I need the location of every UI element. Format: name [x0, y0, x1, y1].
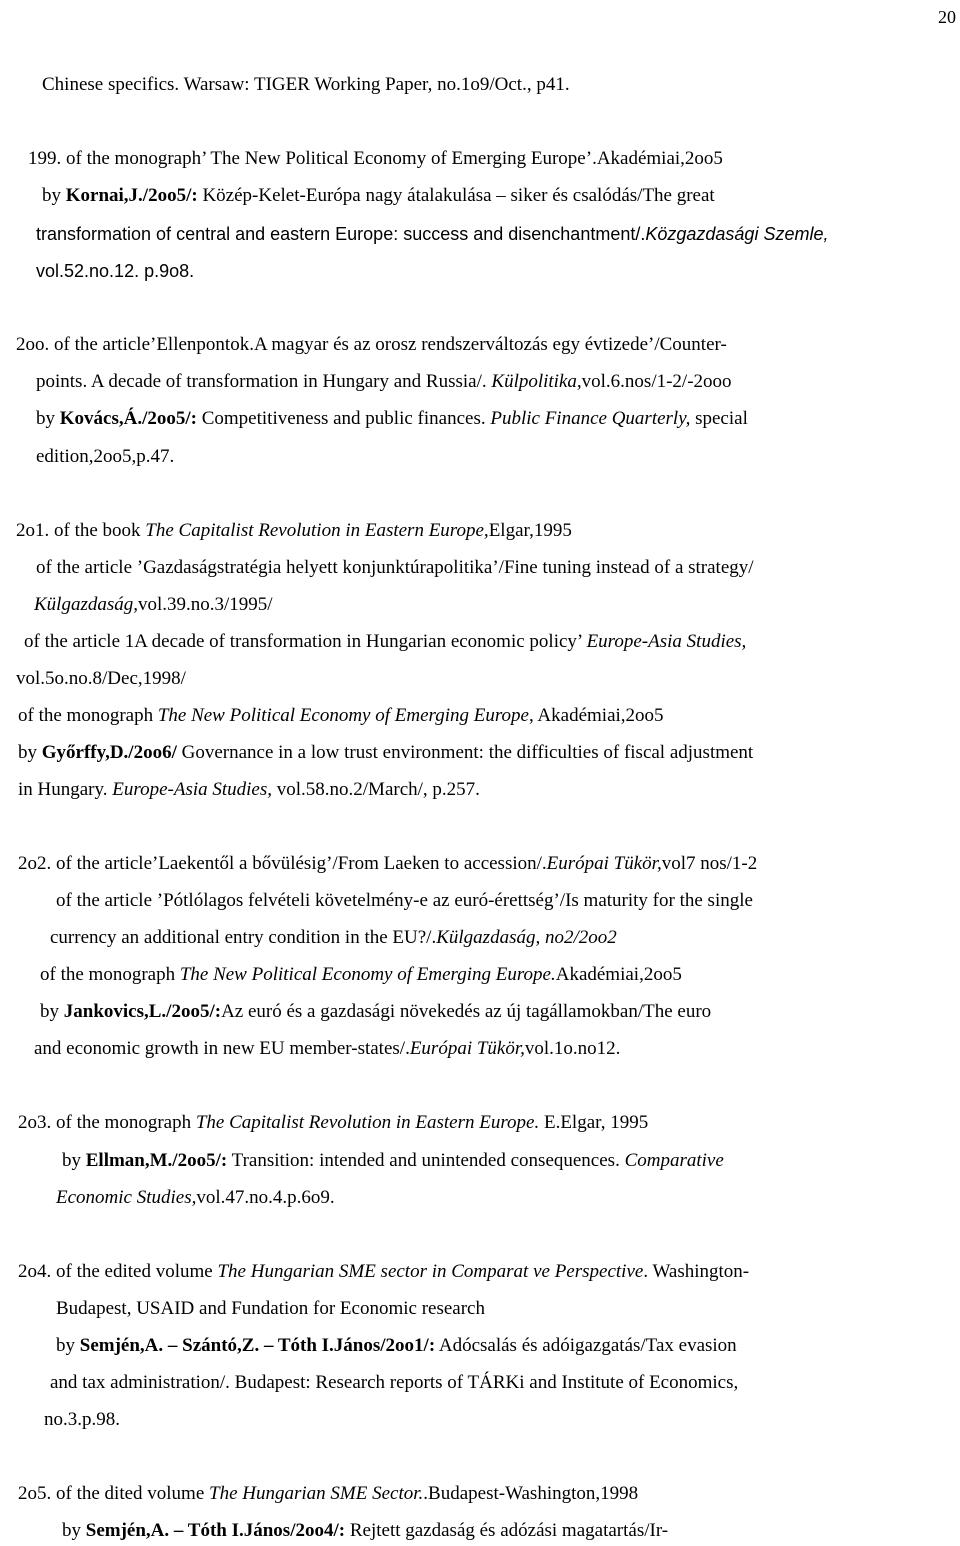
- entry-201-line: 2o1. of the book The Capitalist Revolution in Eastern Europe,Elgar,1995: [16, 520, 572, 541]
- entry-203-line: by Ellman,M./2oo5/: Transition: intended and unintended consequences. Comparative: [62, 1150, 724, 1171]
- entry-200-line: 2oo. of the article’Ellenpontok.A magyar és az orosz rendszerváltozás egy évtizede’/Counter-: [16, 334, 727, 355]
- author: Semjén,A. – Tóth I.János/2oo4/:: [85, 1520, 346, 1541]
- entry-202-line: by Jankovics,L./2oo5/:Az euró és a gazdasági növekedés az új tagállamokban/The euro: [40, 1001, 712, 1022]
- entry-201-line: Külgazdaság,vol.39.no.3/1995/: [34, 594, 273, 615]
- entry-201-line: of the monograph The New Political Economy of Emerging Europe, Akadémiai,2oo5: [18, 705, 664, 726]
- entry-204-line: Budapest, USAID and Fundation for Economic research: [56, 1298, 485, 1319]
- author: Győrffy,D./2oo6/: [41, 742, 177, 763]
- entry-202-line: 2o2. of the article’Laekentől a bővülésig’/From Laeken to accession/.Európai Tükör,vol7 nos/1-2: [18, 853, 758, 874]
- author: Ellman,M./2oo5/:: [85, 1150, 228, 1171]
- entry-202-line: currency an additional entry condition in the EU?/.Külgazdaság, no2/2oo2: [50, 927, 617, 948]
- author: Semjén,A. – Szántó,Z. – Tóth I.János/2oo1/:: [79, 1335, 436, 1356]
- entry-201-line: of the article 1A decade of transformation in Hungarian economic policy’ Europe-Asia Studies,: [24, 631, 747, 652]
- entry-202-line: and economic growth in new EU member-states/.Európai Tükör,vol.1o.no12.: [34, 1038, 621, 1059]
- entry-199-line: transformation of central and eastern Europe: success and disenchantment/.Közgazdasági Szemle,: [36, 224, 829, 244]
- entry-201-line: vol.5o.no.8/Dec,1998/: [16, 668, 186, 689]
- entry-199-line: vol.52.no.12. p.9o8.: [36, 261, 195, 281]
- entry-200-line: edition,2oo5,p.47.: [36, 446, 175, 467]
- entry-205-line: 2o5. of the dited volume The Hungarian SME Sector..Budapest-Washington,1998: [18, 1483, 639, 1504]
- page-number: 20: [938, 7, 956, 27]
- entry-199-line: by Kornai,J./2oo5/: Közép-Kelet-Európa nagy átalakulása – siker és csalódás/The great: [42, 185, 715, 206]
- entry-200-line: by Kovács,Á./2oo5/: Competitiveness and public finances. Public Finance Quarterly, special: [36, 408, 748, 429]
- entry-204-line: no.3.p.98.: [44, 1409, 120, 1430]
- entry-203-line: Economic Studies,vol.47.no.4.p.6o9.: [56, 1187, 335, 1208]
- entry-201-line: by Győrffy,D./2oo6/ Governance in a low trust environment: the difficulties of fiscal adjustment: [18, 742, 754, 763]
- text-line: Chinese specifics. Warsaw: TIGER Working Paper, no.1o9/Oct., p41.: [42, 74, 570, 95]
- entry-205-line: by Semjén,A. – Tóth I.János/2oo4/: Rejtett gazdaság és adózási magatartás/Ir-: [62, 1520, 669, 1541]
- entry-202-line: of the monograph The New Political Economy of Emerging Europe.Akadémiai,2oo5: [40, 964, 682, 985]
- entry-199-line: 199. of the monograph’ The New Political Economy of Emerging Europe’.Akadémiai,2oo5: [28, 148, 723, 169]
- entry-201-line: of the article ’Gazdaságstratégia helyett konjunktúrapolitika’/Fine tuning instead of a strategy/: [36, 557, 754, 578]
- entry-204-line: by Semjén,A. – Szántó,Z. – Tóth I.János/2oo1/: Adócsalás és adóigazgatás/Tax evasion: [56, 1335, 737, 1356]
- author: Kovács,Á./2oo5/:: [59, 408, 197, 429]
- entry-201-line: in Hungary. Europe-Asia Studies, vol.58.no.2/March/, p.257.: [18, 779, 480, 800]
- entry-204-line: and tax administration/. Budapest: Research reports of TÁRKi and Institute of Economics,: [50, 1372, 739, 1393]
- author: Jankovics,L./2oo5/:: [63, 1001, 222, 1022]
- author: Kornai,J./2oo5/:: [65, 185, 198, 206]
- entry-203-line: 2o3. of the monograph The Capitalist Revolution in Eastern Europe. E.Elgar, 1995: [18, 1112, 649, 1133]
- entry-204-line: 2o4. of the edited volume The Hungarian SME sector in Comparat ve Perspective. Washington-: [18, 1261, 750, 1282]
- entry-200-line: points. A decade of transformation in Hungary and Russia/. Külpolitika,vol.6.nos/1-2/-2ooo: [36, 371, 732, 392]
- entry-202-line: of the article ’Pótlólagos felvételi követelmény-e az euró-érettség’/Is maturity for the single: [56, 890, 753, 911]
